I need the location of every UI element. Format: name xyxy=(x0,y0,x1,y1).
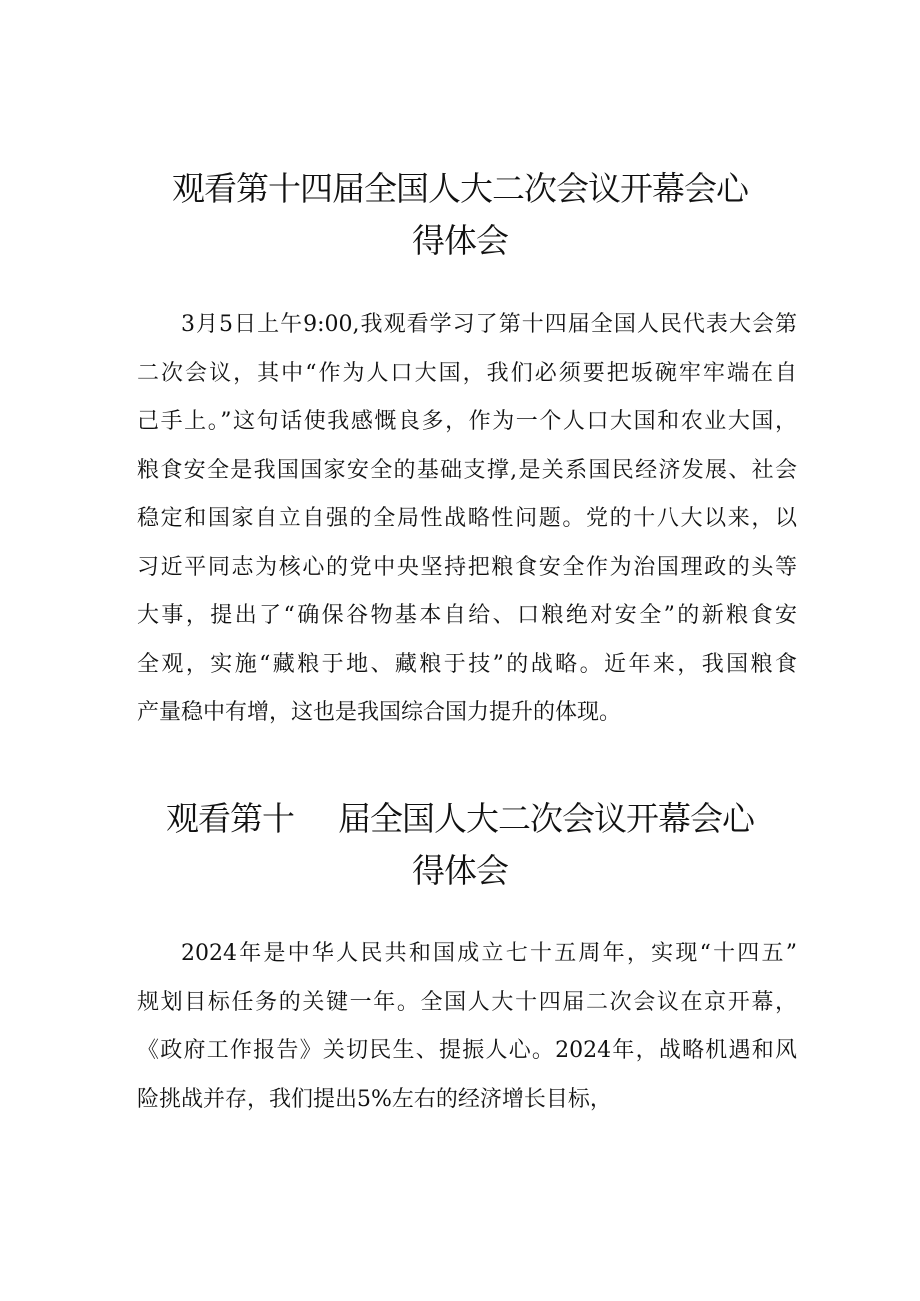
paragraph-line: 己手上。”这句话使我感慨良多，作为一个人口大国和农业大国， xyxy=(137,409,797,434)
paragraph-line: 2024年是中华人民共和国成立七十五周年，实现“十四五” xyxy=(181,941,797,966)
section-2-title-line-2: 得体会 xyxy=(412,851,508,890)
paragraph-line: 规划目标任务的关键一年。全国人大十四届二次会议在京开幕， xyxy=(137,989,797,1015)
paragraph-line: 粮食安全是我国国家安全的基础支撑,是关系国民经济发展、社会 xyxy=(137,457,797,483)
paragraph-line: 全观，实施“藏粮于地、藏粮于技”的战略。近年来，我国粮食 xyxy=(137,651,797,677)
section-2-paragraph xyxy=(137,930,797,1124)
section-2-title-part-1: 观看第十 xyxy=(166,799,294,838)
paragraph-line: 产量稳中有增，这也是我国综合国力提升的体现。 xyxy=(137,700,622,725)
section-2-title-line-1 xyxy=(120,793,800,845)
section-2-title-part-2: 届全国人大二次会议开幕会心 xyxy=(338,799,754,838)
paragraph-line: 习近平同志为核心的党中央坚持把粮食安全作为治国理政的头等 xyxy=(137,554,797,580)
section-1-title xyxy=(120,163,800,267)
paragraph-line: 大事，提出了“确保谷物基本自给、口粮绝对安全”的新粮食安 xyxy=(137,603,797,628)
section-1-title-line-1: 观看第十四届全国人大二次会议开幕会心 xyxy=(172,169,748,208)
paragraph-line: 《政府工作报告》关切民生、提振人心。2024年，战略机遇和风 xyxy=(137,1038,797,1063)
section-1-title-line-2: 得体会 xyxy=(412,221,508,260)
paragraph-line: 二次会议，其中“作为人口大国，我们必须要把坂碗牢牢端在自 xyxy=(137,360,797,386)
paragraph-line: 稳定和国家自立自强的全局性战略性问题。党的十八大以来，以 xyxy=(137,506,797,531)
section-2-title xyxy=(120,793,800,897)
paragraph-line: 3月5日上午9:00,我观看学习了第十四届全国人民代表大会第 xyxy=(181,312,797,337)
paragraph-line: 险挑战并存，我们提出5%左右的经济增长目标， xyxy=(137,1086,612,1112)
section-1-paragraph xyxy=(137,301,797,738)
